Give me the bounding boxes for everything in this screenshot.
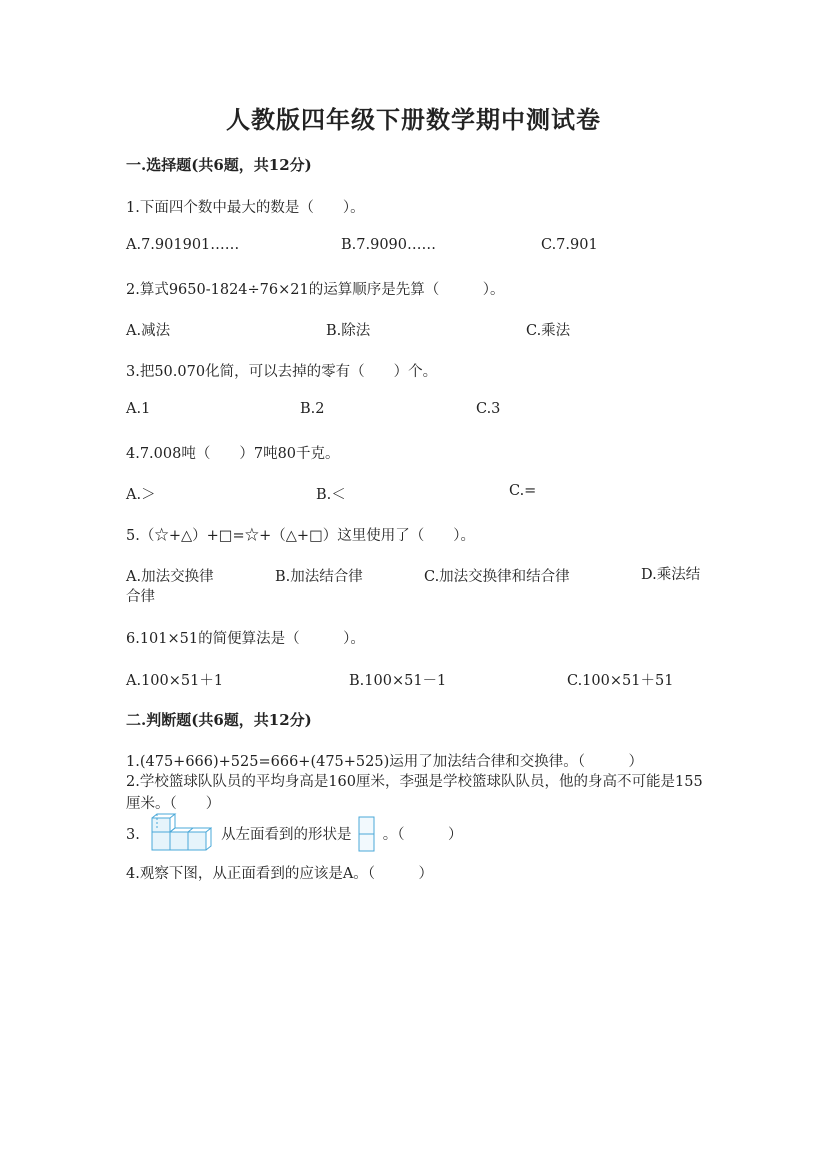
page-title: 人教版四年级下册数学期中测试卷 (226, 105, 601, 134)
q3-option-a: A.1 (126, 401, 151, 417)
q5-option-d: D.乘法结合律 (126, 567, 701, 605)
q3-option-b: B.2 (300, 401, 325, 417)
judgment-3-suffix: 。（ ） (382, 827, 463, 843)
q2-option-b: B.除法 (326, 323, 371, 339)
q2-option-a: A.减法 (126, 323, 171, 339)
judgment-3-prefix: 3. (126, 827, 140, 843)
question-3: 3.把50.070化简，可以去掉的零有（ ）个。 (126, 364, 438, 380)
judgment-3 (126, 812, 463, 858)
q6-option-b: B.100×51－1 (349, 673, 447, 689)
question-6: 6.101×51的简便算法是（ ）。 (126, 631, 365, 647)
q5-option-c: C.加法交换律和结合律 (424, 569, 570, 585)
q1-option-c: C.7.901 (541, 237, 598, 253)
question-4: 4.7.008吨（ ）7吨80千克。 (126, 446, 340, 462)
q6-option-a: A.100×51＋1 (126, 673, 224, 689)
judgment-3-middle: 从左面看到的形状是 (221, 827, 352, 843)
q4-option-b: B.＜ (316, 487, 346, 503)
q5-option-a: A.加法交换律 (126, 569, 214, 585)
q2-option-c: C.乘法 (526, 323, 571, 339)
q4-option-a: A.＞ (126, 487, 156, 503)
judgment-4: 4.观察下图，从正面看到的应该是A。（ ） (126, 866, 434, 882)
section-heading-judgment: 二.判断题(共6题，共12分) (126, 711, 312, 729)
q1-option-b: B.7.9090…… (341, 237, 437, 253)
judgment-2: 2.学校篮球队队员的平均身高是160厘米，李强是学校篮球队队员，他的身高不可能是155厘米。（ ） (126, 774, 703, 812)
section-heading-choice: 一.选择题(共6题，共12分) (126, 156, 312, 174)
judgment-1: 1.(475+666)+525=666+(475+525)运用了加法结合律和交换律。（ ） (126, 754, 644, 770)
q5-option-b: B.加法结合律 (275, 569, 363, 585)
question-1: 1.下面四个数中最大的数是（ ）。 (126, 200, 365, 216)
side-view-figure (358, 815, 376, 855)
q3-option-c: C.3 (476, 401, 501, 417)
q1-option-a: A.7.901901…… (126, 237, 240, 253)
q6-option-c: C.100×51＋51 (567, 673, 674, 689)
question-5: 5.（☆+△）+□=☆+（△+□）这里使用了（ ）。 (126, 528, 476, 544)
cube-stack-figure (150, 812, 212, 858)
question-2: 2.算式9650-1824÷76×21的运算顺序是先算（ ）。 (126, 282, 505, 298)
q4-option-c: C.= (509, 483, 537, 499)
